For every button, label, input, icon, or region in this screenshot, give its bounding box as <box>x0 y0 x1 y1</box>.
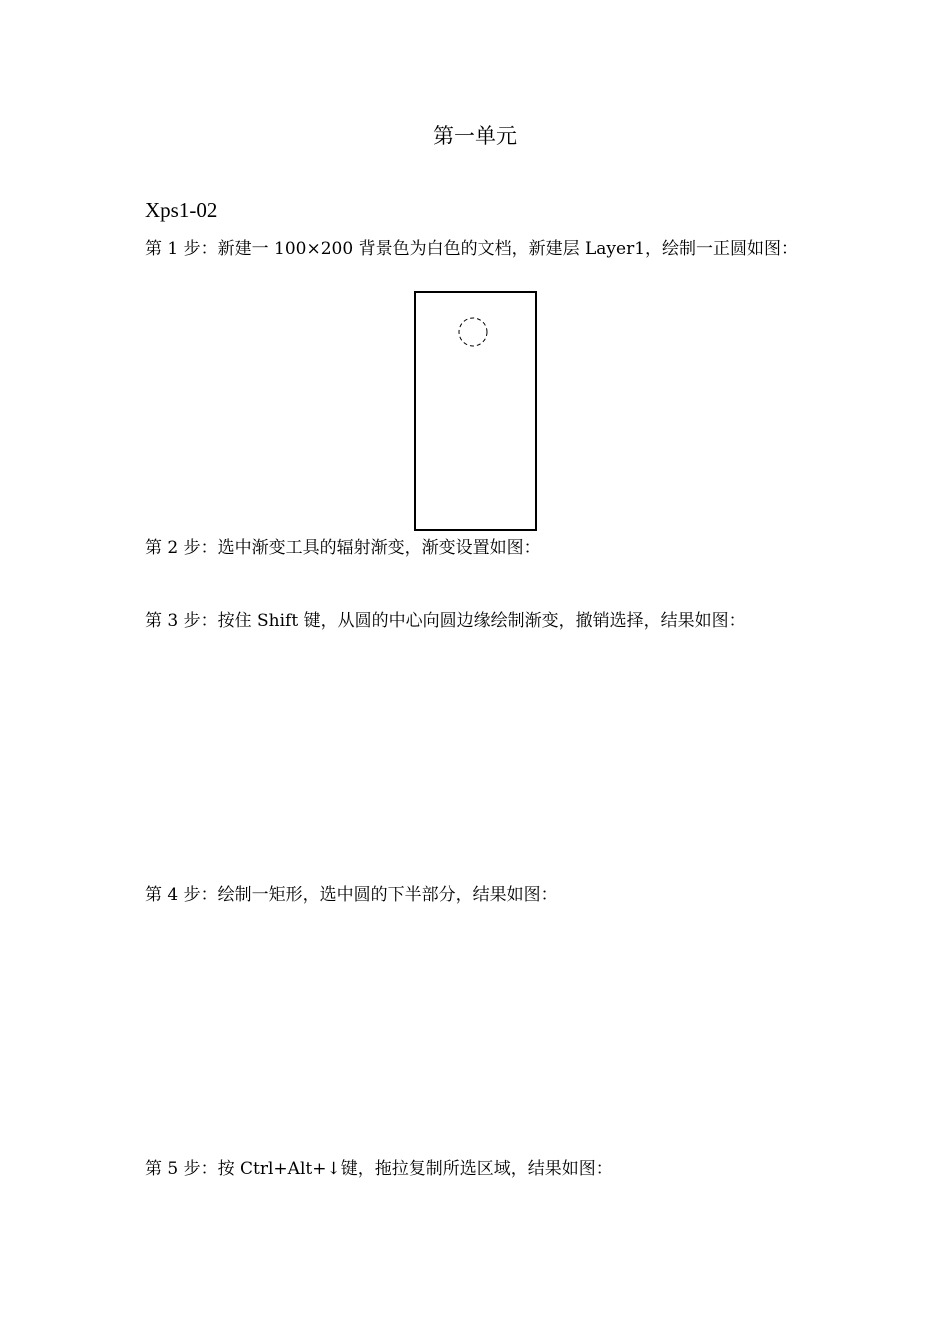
section-code: Xps1-02 <box>145 198 218 222</box>
circle-selection-figure <box>416 293 535 529</box>
step-4-text: 第 4 步：绘制一矩形，选中圆的下半部分，结果如图： <box>145 885 558 905</box>
step-3-text: 第 3 步：按住 Shift 键，从圆的中心向圆边缘绘制渐变，撤销选择，结果如图： <box>145 611 746 631</box>
step-1-text: 第 1 步：新建一 100×200 背景色为白色的文档，新建层 Layer1，绘制一正圆如图： <box>145 239 799 259</box>
step-1-figure-canvas <box>414 291 537 531</box>
step-2-text: 第 2 步：选中渐变工具的辐射渐变，渐变设置如图： <box>145 538 541 558</box>
step-5-text: 第 5 步：按 Ctrl+Alt+↓键，拖拉复制所选区域，结果如图： <box>145 1159 613 1179</box>
unit-title: 第一单元 <box>433 124 517 148</box>
circle-selection-marquee <box>459 318 487 346</box>
